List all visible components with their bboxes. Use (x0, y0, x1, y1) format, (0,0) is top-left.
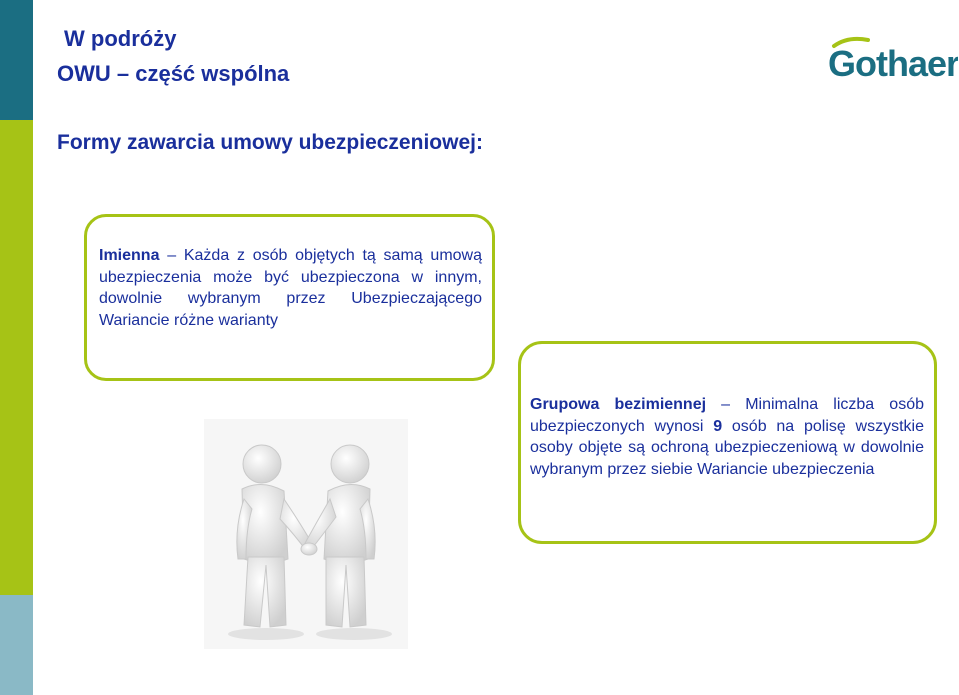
group-description-start: Minimalna liczba osób ubezpieczonych wynosi (530, 396, 924, 435)
page-subtitle: OWU – część wspólna (57, 61, 290, 86)
sidebar-band-top (0, 0, 33, 120)
group-term: Grupowa bezimiennej (530, 396, 707, 413)
group-insurance-text (530, 394, 924, 480)
group-insurance-box (518, 341, 937, 544)
group-min-count: 9 (713, 417, 723, 435)
gothaer-logo (826, 36, 958, 84)
group-dash: – (706, 396, 746, 413)
individual-insurance-text (99, 245, 482, 331)
sidebar-band-middle (0, 120, 33, 595)
individual-dash: – (159, 247, 184, 264)
section-title: Formy zawarcia umowy ubezpieczeniowej: (57, 131, 483, 154)
individual-term: Imienna (99, 247, 160, 264)
handshake-icon (204, 419, 408, 649)
logo-wordmark: Gothaer (828, 43, 958, 84)
gothaer-logo-icon (826, 36, 958, 84)
group-description-end: osób na polisę wszystkie osoby objęte są ochroną ubezpieczeniową w dowolnie wybranym przez siebie Wariancie ubezpieczenia (530, 417, 924, 478)
sidebar-band-bottom (0, 595, 33, 695)
handshake-figures-image (204, 419, 408, 649)
page-title: W podróży (64, 26, 177, 51)
individual-description: Każda z osób objętych tą samą umową ubezpieczenia może być ubezpieczona w innym, dowolnie wybranym przez Ubezpieczającego Wariancie różne warianty (99, 247, 483, 329)
individual-insurance-box (84, 214, 495, 381)
